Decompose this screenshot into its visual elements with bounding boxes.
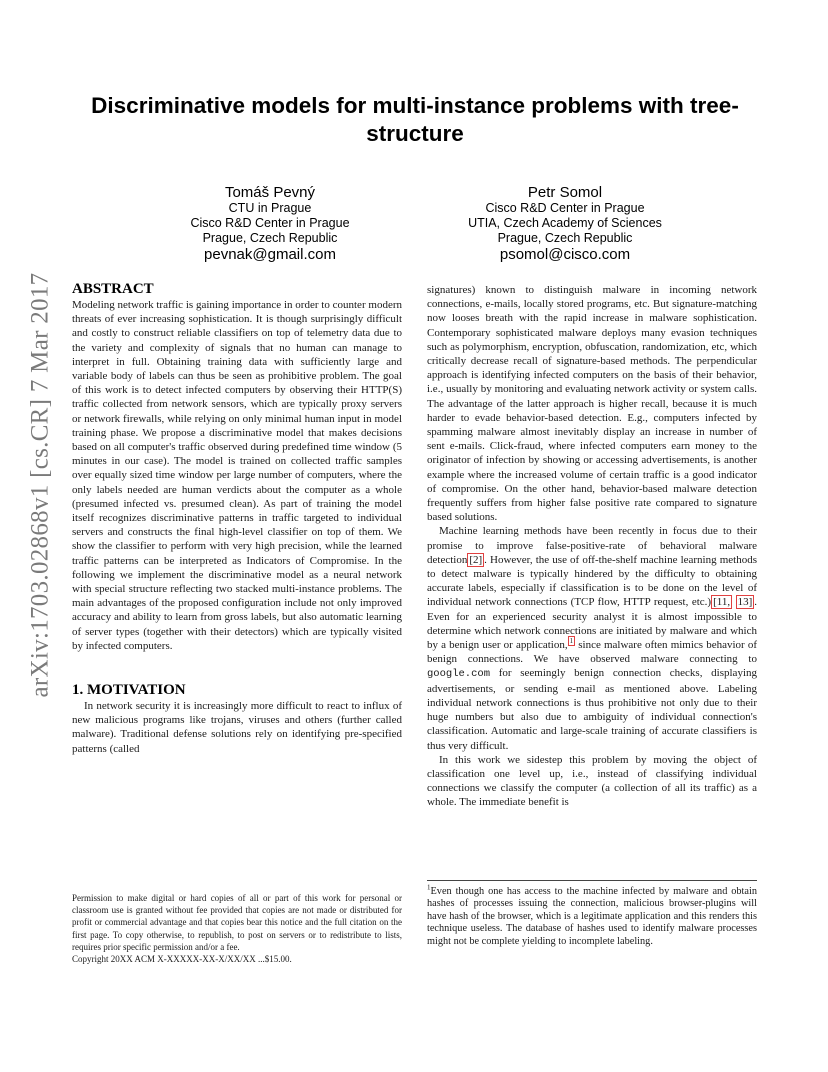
author-affiliation: Prague, Czech Republic	[202, 231, 338, 245]
citation-link[interactable]: 13]	[737, 596, 753, 609]
arxiv-stamp-text: arXiv:1703.02868v1 [cs.CR] 7 Mar 2017	[26, 272, 54, 698]
domain-code: google.com	[427, 668, 491, 681]
motivation-text: In network security it is increasingly more difficult to react to influx of new malicious programs like trojans, viruses and others (further called malware). Traditional defense solutions rely on identifying pre-specified patterns (called	[72, 700, 402, 755]
citation-link[interactable]: [2]	[469, 553, 483, 566]
citation-link[interactable]: [11,	[713, 596, 731, 609]
footnote	[427, 880, 757, 948]
permission-text: Permission to make digital or hard copies of all or part of this work for personal or classroom use is granted without fee provided that copies are not made or distributed for profit or commercial advantage and that copies bear this notice and the full citation on the first page. To copy otherwise, to republish, to post on servers or to redistribute to lists, requires prior specific permission and/or a fee.	[72, 893, 402, 952]
footnote-body: Even though one has access to the machine infected by malware and obtain hashes of processes issuing the connection, malicious browser-plugins will have hash of the browser, which is a legitimate application and this renders this technique useless. The database of hashes used to identify malware processes might not be complete yielding to incomplete labeling.	[427, 886, 757, 947]
author-affiliation: Prague, Czech Republic	[497, 231, 633, 245]
paragraph-text: . Even for an experienced security analyst it is almost impossible to determine which network connections are initiated by malware and which by a benign user or application,	[427, 596, 758, 652]
abstract-text: Modeling network traffic is gaining importance in order to counter modern threats of ever increasing sophistication. It is though surprisingly difficult and costly to construct reliable classifiers on top of telemetry data due to the variety and complexity of signals that no human can manage to interpret in full. Obtaining training data with sufficiently large and variable body of labels can thus be seen as prohibitive problem. The goal of this work is to detect infected computers by observing their HTTP(S) traffic collected from network sensors, which are typically proxy servers or network firewalls, while relying on only minimal human input in model training phase. We propose a discriminative model that makes decisions based on all computer's traffic observed during predefined time window (5 minutes in our case). The model is trained on collected traffic samples over equally sized time window per large number of computers, where the only labels needed are human verdicts about the computer as a whole (presumed infected vs. presumed clean). As part of training the model itself recognizes discriminative patterns in traffic targeted to individual servers and constructs the final high-level classifier on top of them. We show the classifier to perform with very high precision, while the learned traffic patterns can be interpreted as Indicators of Compromise. In the following we implement the discriminative model as a neural network with special structure reflecting two stacked multi-instance problems. The main advantages of the proposed configuration include not only improved accuracy and ability to learn from gross labels, but also automatic learning of server types (together with their detectors) which are typically visited by infected computers.	[72, 299, 402, 652]
author-name: Petr Somol	[527, 184, 603, 201]
right-column	[427, 283, 757, 810]
footnote-text	[427, 883, 757, 948]
author-affiliation: CTU in Prague	[228, 201, 312, 215]
footnote-mark: 1	[427, 883, 431, 892]
paragraph-text: since malware often mimics behavior of benign connections. We have observed malware connecting to	[427, 639, 757, 666]
paper-title: Discriminative models for multi-instance problems with tree-structure	[91, 93, 739, 146]
abstract-heading: ABSTRACT	[72, 281, 154, 297]
permission-notice	[72, 892, 402, 965]
paragraph-text: . However, the use of off-the-shelf machine learning methods to detect malware is typically hindered by the difficulty to obtaining accurate labels, especially if classification is to be done on the level of individual network connections (TCP flow, HTTP request, etc.)	[427, 553, 757, 609]
paragraph: In this work we sidestep this problem by moving the object of classification one level up, i.e., instead of classifying individual connections we classify the computer (a collection of all its traffic) as a whole. The immediate benefit is	[427, 753, 757, 809]
paragraph: signatures) known to distinguish malware in incoming network connections, e-mails, locally stored programs, etc. But signature-matching now looses breath with the rapid increase in malware sophistication. Contemporary sophisticated malware deploys many evasion techniques such as polymorphism, encryption, obfuscation, randomization, etc, which critically decrease recall of signature-based methods. The perpendicular approach is identifying infected computers on the basis of their behavior, i.e., usually by monitoring and evaluating network activity or system calls. The advantage of the latter approach is higher recall, because it is much harder to evade behavior-based detection. E.g., computers infected by spamming malware almost inevitably display an increase in number of sent e-mails. Click-fraud, where infected computers earn money to the originator of infection by showing or accessing advertisements, is another example where the increased volume of certain traffic is a good indicator of compromise. On the other hand, behavior-based malware detection frequently suffers from higher false positive rate compared to signature based solutions.	[427, 284, 757, 524]
copyright-line: Copyright 20XX ACM X-XXXXX-XX-X/XX/XX ...$15.00.	[72, 954, 292, 965]
arxiv-stamp	[18, 272, 62, 698]
paragraph-text: for seemingly benign connection checks, displaying advertisements, or sending e-mail as mentioned above. Labeling individual network connections is thus prohibitive not only due to their huge numbers but also due to ambiguity of individual connection's classification. Automatic and large-scale training of accurate classifiers is thus very difficult.	[427, 667, 757, 752]
left-column	[72, 280, 402, 756]
author-name: Tomáš Pevný	[224, 184, 316, 201]
motivation-heading: 1. MOTIVATION	[72, 682, 186, 699]
footnote-link[interactable]: 1	[569, 637, 574, 646]
author-affiliation: Cisco R&D Center in Prague	[190, 216, 350, 230]
author-block-2	[435, 184, 695, 264]
paragraph-text: Machine learning methods have been recently in focus due to their promise to improve false-positive-rate of behavioral malware detection	[427, 525, 757, 566]
author-affiliation: Cisco R&D Center in Prague	[485, 201, 645, 215]
author-affiliation: UTIA, Czech Academy of Sciences	[468, 216, 662, 230]
author-email: pevnak@gmail.com	[204, 246, 336, 263]
author-email: psomol@cisco.com	[499, 246, 631, 263]
author-block-1	[140, 184, 400, 264]
paragraph	[427, 524, 757, 752]
